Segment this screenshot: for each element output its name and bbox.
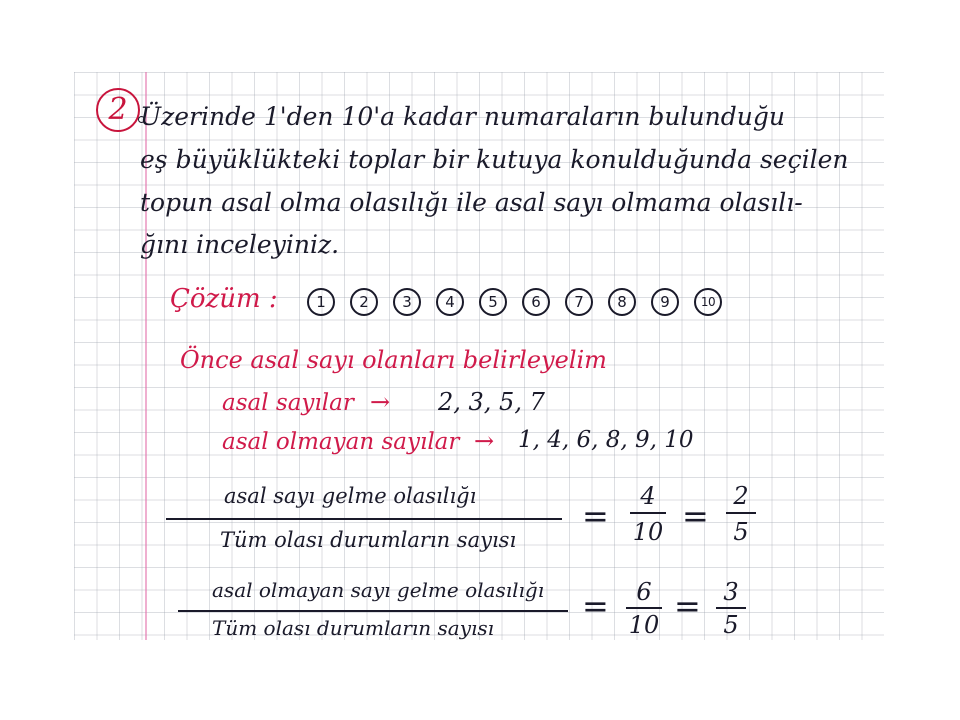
fraction1-value-bar xyxy=(630,512,666,514)
fraction2-denominator: Tüm olası durumların sayısı xyxy=(212,616,495,640)
question-line-2: eş büyüklükteki toplar bir kutuya konulduğunda seçilen xyxy=(140,145,849,174)
fraction1-denominator: Tüm olası durumların sayısı xyxy=(220,528,517,552)
fraction1-simplified-bar xyxy=(726,512,756,514)
question-number-badge: 2 xyxy=(96,88,140,132)
ball-6: 6 xyxy=(522,288,550,316)
fraction2-value-bar xyxy=(626,607,662,609)
fraction1-value-numerator: 4 xyxy=(640,482,656,510)
ball-10: 10 xyxy=(694,288,722,316)
primes-values: 2, 3, 5, 7 xyxy=(438,388,545,416)
fraction1-numerator: asal sayı gelme olasılığı xyxy=(224,484,477,508)
fraction2-numerator: asal olmayan sayı gelme olasılığı xyxy=(212,578,545,602)
ball-4: 4 xyxy=(436,288,464,316)
fraction1-simplified-numerator: 2 xyxy=(733,482,749,510)
fraction2-simplified-numerator: 3 xyxy=(723,578,739,606)
ball-9: 9 xyxy=(651,288,679,316)
question-line-4: ğını inceleyiniz. xyxy=(140,230,340,259)
question-line-1: Üzerinde 1'den 10'a kadar numaraların bulunduğu xyxy=(140,102,785,131)
question-line-3: topun asal olma olasılığı ile asal sayı olmama olasılı- xyxy=(140,188,803,217)
fraction1-equals-1: = xyxy=(582,497,609,535)
fraction2-equals-2: = xyxy=(674,587,701,625)
fraction2-value-numerator: 6 xyxy=(636,578,652,606)
fraction1-equals-2: = xyxy=(682,497,709,535)
fraction2-equals-1: = xyxy=(582,587,609,625)
fraction2-simplified-denominator: 5 xyxy=(723,611,739,639)
notebook-page xyxy=(74,72,884,640)
fraction2-value-denominator: 10 xyxy=(628,611,660,639)
nonprimes-label: asal olmayan sayılar xyxy=(222,429,460,455)
primes-label: asal sayılar xyxy=(222,390,354,416)
ball-3: 3 xyxy=(393,288,421,316)
nonprimes-arrow: → xyxy=(474,427,495,455)
ball-8: 8 xyxy=(608,288,636,316)
ball-2: 2 xyxy=(350,288,378,316)
fraction1-bar xyxy=(166,518,562,520)
ball-1: 1 xyxy=(307,288,335,316)
ball-5: 5 xyxy=(479,288,507,316)
balls-row xyxy=(307,288,722,316)
fraction1-simplified-denominator: 5 xyxy=(733,518,749,546)
fraction1-value-denominator: 10 xyxy=(632,518,664,546)
fraction2-bar xyxy=(178,610,568,612)
nonprimes-values: 1, 4, 6, 8, 9, 10 xyxy=(518,427,694,453)
primes-arrow: → xyxy=(370,388,391,416)
solution-label: Çözüm : xyxy=(170,284,278,314)
ball-7: 7 xyxy=(565,288,593,316)
fraction2-simplified-bar xyxy=(716,607,746,609)
solution-intro: Önce asal sayı olanları belirleyelim xyxy=(180,346,607,374)
